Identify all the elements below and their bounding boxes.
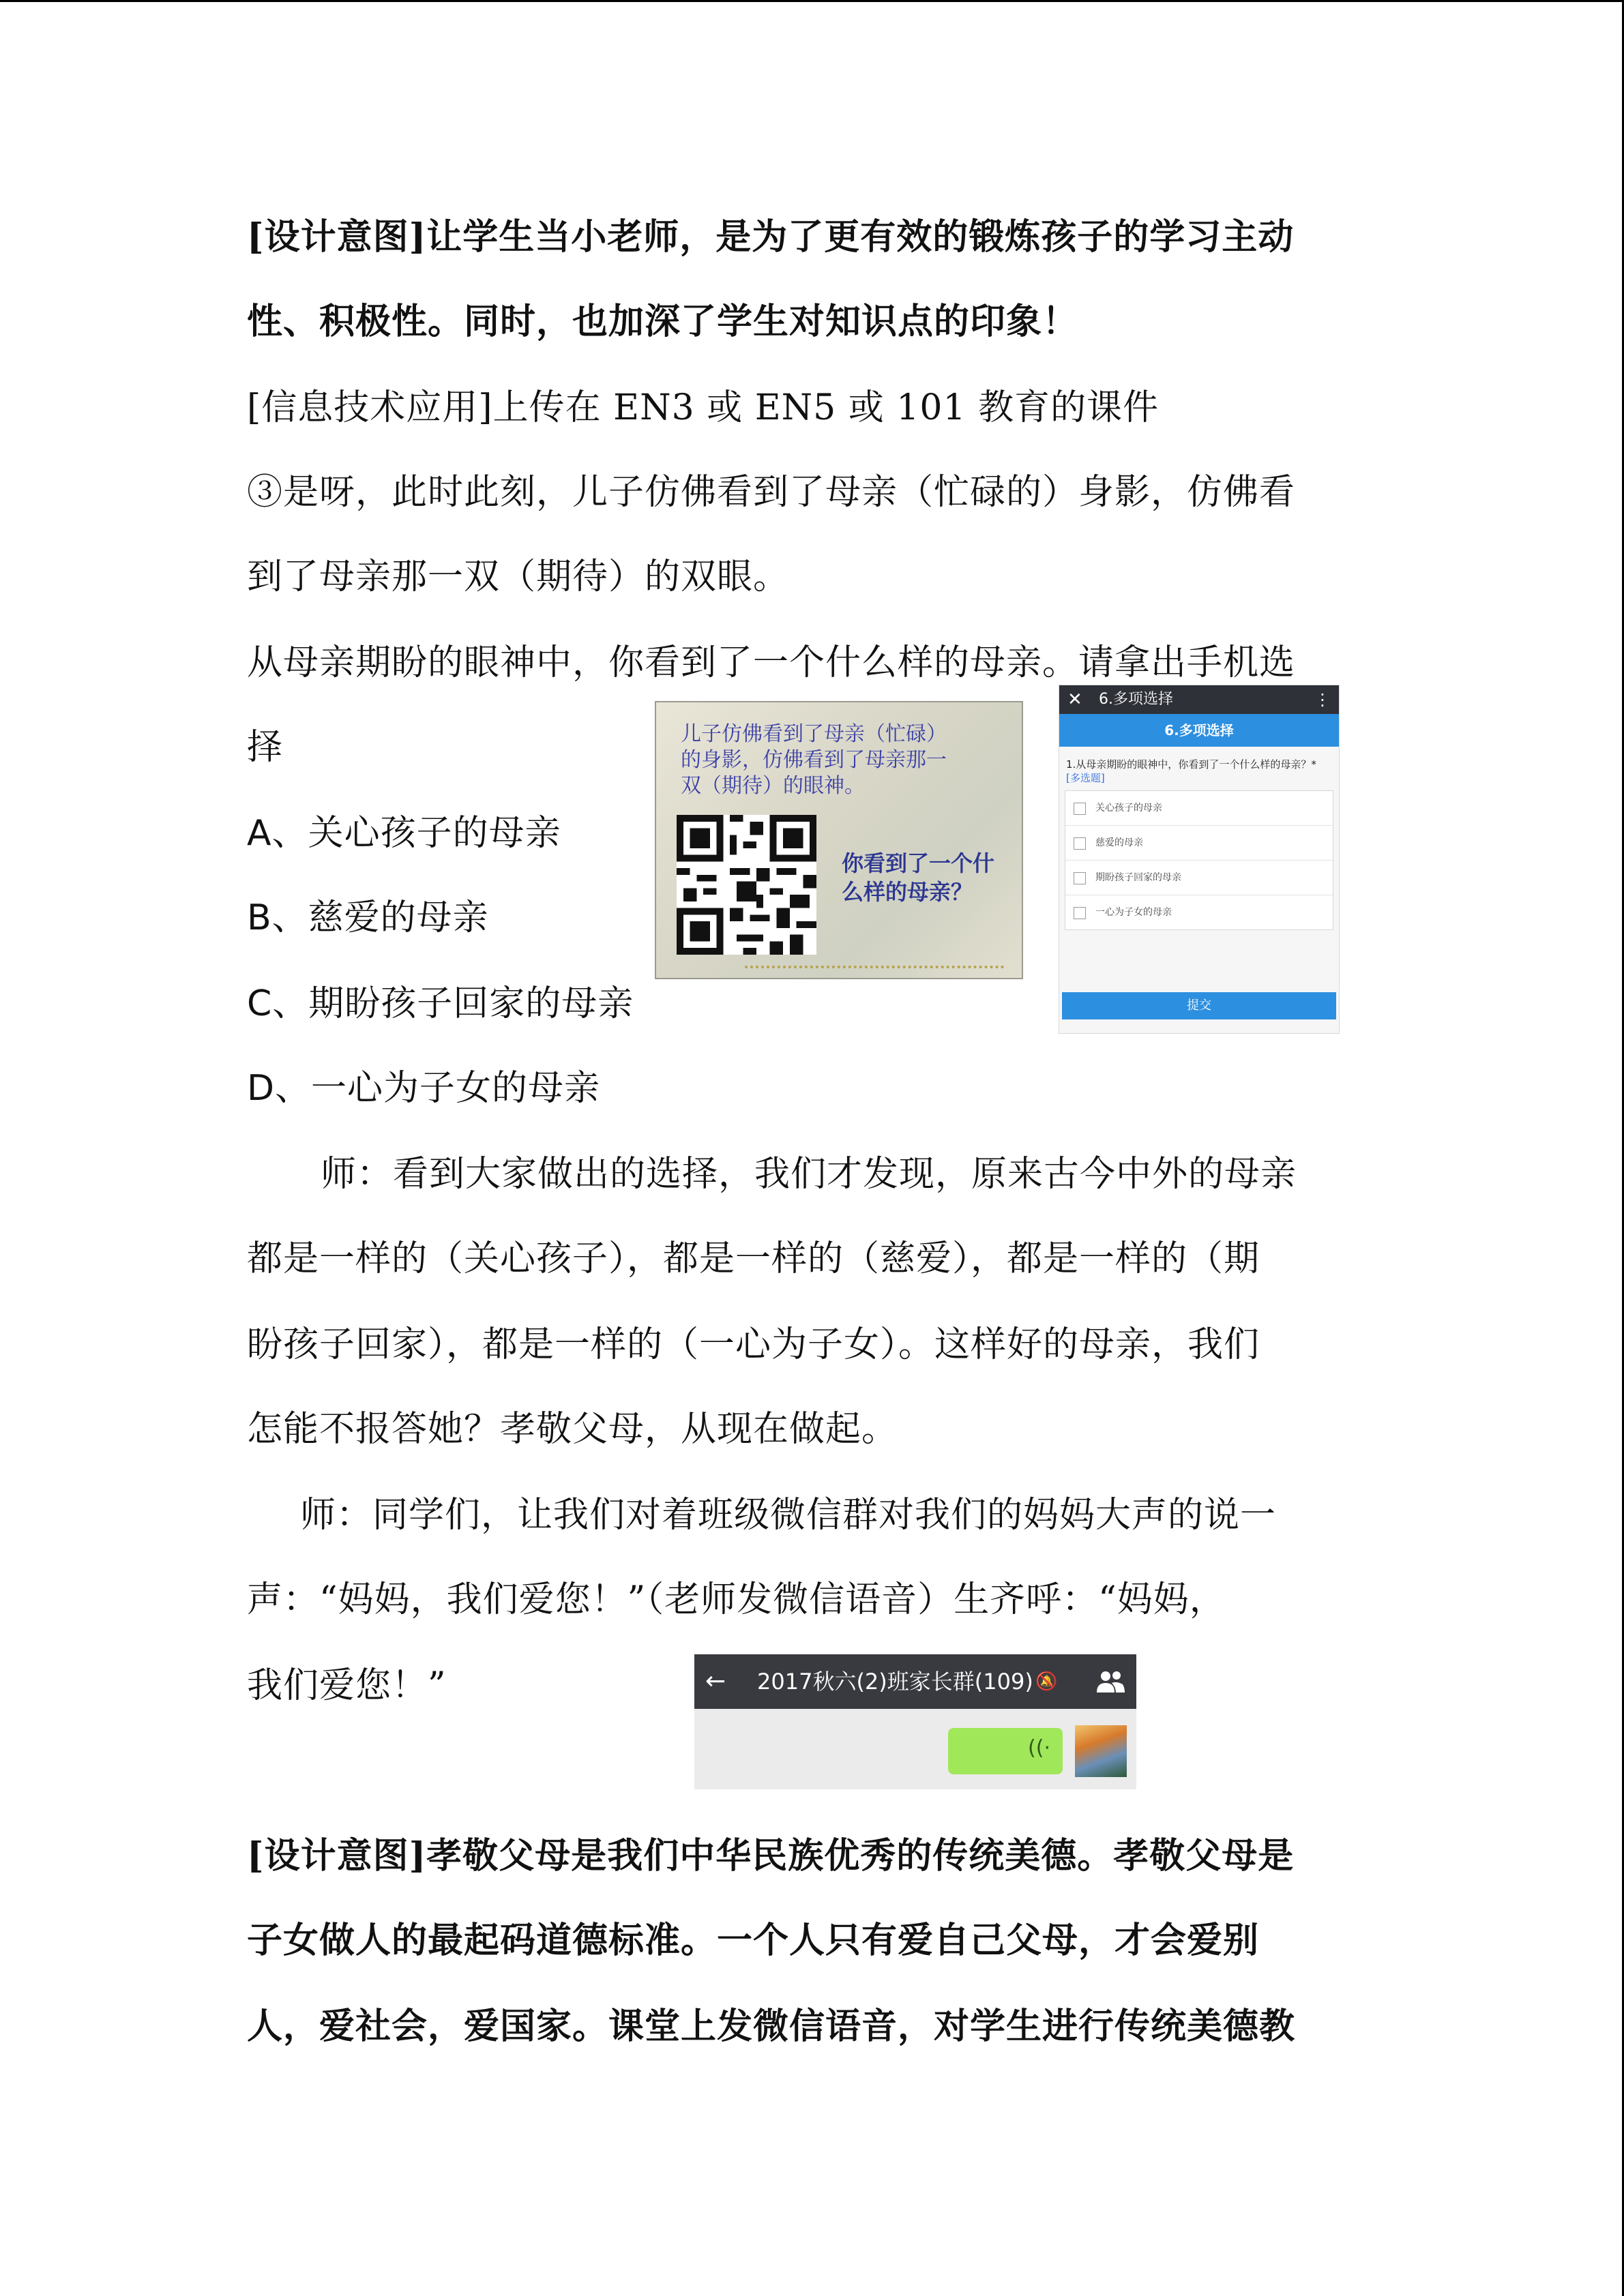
item3-line1: ③是呀，此时此刻，儿子仿佛看到了母亲（忙碌的）身影，仿佛看 (247, 472, 1296, 513)
question-line2: 择 (247, 727, 284, 768)
more-icon[interactable]: ⋮ (1314, 690, 1331, 709)
group-members-icon[interactable] (1095, 1669, 1125, 1694)
photo-decoration (745, 959, 1004, 968)
checkbox[interactable] (1074, 837, 1086, 850)
mute-icon: 🔕 (1035, 1671, 1058, 1692)
survey-header: 6.多项选择 (1059, 714, 1339, 747)
survey-option[interactable]: 慈爱的母亲 (1065, 826, 1333, 861)
option-c: C、期盼孩子回家的母亲 (247, 983, 634, 1024)
teacher-1-line1: 师：看到大家做出的选择，我们才发现，原来古今中外的母亲 (321, 1154, 1297, 1195)
close-icon[interactable]: ✕ (1067, 689, 1082, 710)
teacher-2-line1: 师：同学们，让我们对着班级微信群对我们的妈妈大声的说一 (300, 1495, 1277, 1536)
qr-code-icon (677, 815, 816, 955)
photo-caption: 儿子仿佛看到了母亲（忙碌） 的身影，仿佛看到了母亲那一 双（期待）的眼神。 (681, 722, 947, 798)
survey-option[interactable]: 关心孩子的母亲 (1065, 791, 1333, 826)
survey-question-text: 1.从母亲期盼的眼神中，你看到了一个什么样的母亲？* (1066, 758, 1316, 771)
page-border-top (0, 0, 1624, 2)
survey-screenshot (1059, 685, 1340, 1034)
survey-question (1059, 747, 1339, 790)
voice-message-bubble[interactable] (948, 1728, 1063, 1774)
survey-topbar (1059, 685, 1339, 714)
submit-button[interactable]: 提交 (1062, 992, 1336, 1019)
qr-code-photo (655, 701, 1023, 979)
survey-window-title: 6.多项选择 (1099, 691, 1173, 708)
survey-multi-tag: [多选题] (1066, 772, 1105, 784)
teacher-1-line2: 都是一样的（关心孩子），都是一样的（慈爱），都是一样的（期 (247, 1238, 1260, 1279)
question-line1: 从母亲期盼的眼神中，你看到了一个什么样的母亲。请拿出手机选 (247, 642, 1296, 683)
teacher-1-line4: 怎能不报答她？孝敬父母，从现在做起。 (247, 1409, 898, 1450)
checkbox[interactable] (1074, 872, 1086, 884)
teacher-2-line3: 我们爱您！” (247, 1665, 447, 1706)
design-intent-2-line2: 子女做人的最起码道德标准。一个人只有爱自己父母，才会爱别 (247, 1920, 1260, 1961)
design-intent-2-line3: 人，爱社会，爱国家。课堂上发微信语音，对学生进行传统美德教 (247, 2006, 1296, 2047)
design-intent-1-line2: 性、积极性。同时，也加深了学生对知识点的印象！ (247, 301, 1079, 342)
item3-line2: 到了母亲那一双（期待）的双眼。 (247, 556, 790, 597)
design-intent-2-line1: [设计意图]孝敬父母是我们中华民族优秀的传统美德。孝敬父母是 (247, 1835, 1295, 1877)
checkbox[interactable] (1074, 803, 1086, 815)
voice-icon: ((· (1028, 1736, 1050, 1760)
survey-option[interactable]: 期盼孩子回家的母亲 (1065, 861, 1333, 895)
option-a: A、关心孩子的母亲 (247, 813, 561, 854)
option-b: B、慈爱的母亲 (247, 897, 489, 938)
option-d: D、一心为子女的母亲 (247, 1068, 601, 1109)
avatar[interactable] (1075, 1725, 1127, 1777)
teacher-1-line3: 盼孩子回家），都是一样的（一心为子女）。这样好的母亲，我们 (247, 1324, 1260, 1365)
back-arrow-icon[interactable]: ← (705, 1667, 726, 1695)
photo-question: 你看到了一个什 么样的母亲？ (842, 850, 995, 905)
wechat-group-title: 2017秋六(2)班家长群(109) (757, 1669, 1033, 1695)
checkbox[interactable] (1074, 907, 1086, 919)
survey-option[interactable]: 一心为子女的母亲 (1065, 895, 1333, 929)
teacher-2-line2: 声：“妈妈，我们爱您！”（老师发微信语音）生齐呼：“妈妈， (247, 1579, 1226, 1620)
design-intent-1-line1: [设计意图]让学生当小老师，是为了更有效的锻炼孩子的学习主动 (247, 216, 1295, 258)
tech-application: [信息技术应用]上传在 EN3 或 EN5 或 101 教育的课件 (247, 387, 1160, 428)
wechat-titlebar (694, 1654, 1136, 1709)
survey-options (1065, 790, 1333, 930)
wechat-screenshot (694, 1654, 1136, 1789)
